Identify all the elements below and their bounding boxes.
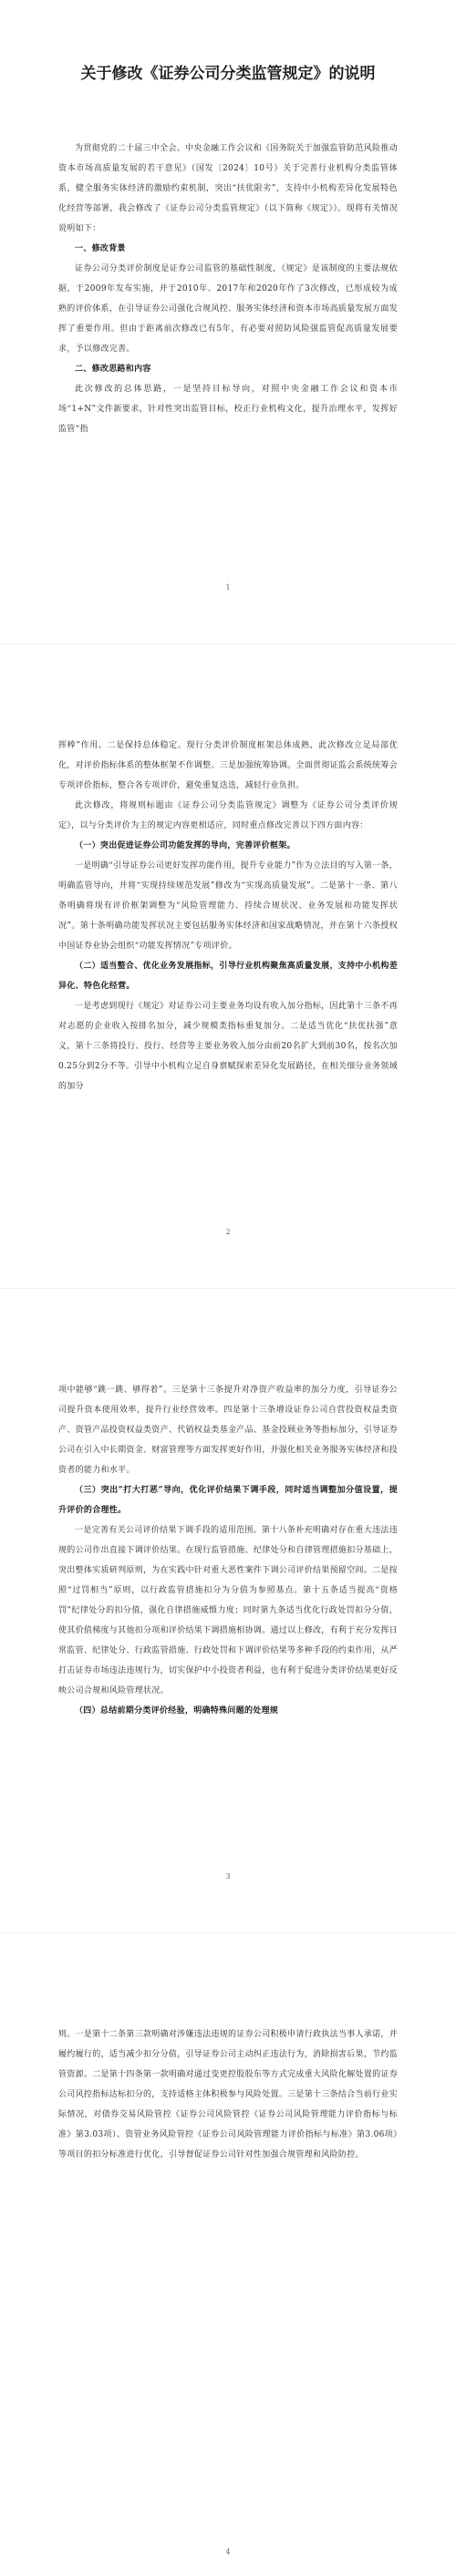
subsection-heading: （三）突出“打大打恶”导向，优化评价结果下调手段，同时适当调整加分值设置，提升评价的合理性。 [58, 1486, 398, 1515]
document-page-3 [0, 1289, 456, 1932]
page-3-content [58, 1380, 398, 1721]
document-page-1 [0, 0, 456, 644]
section-heading: 二、修改思路和内容 [75, 365, 151, 374]
paragraph: 挥棒”作用。二是保持总体稳定。现行分类评价制度框架总体成熟，此次修改立足局部优化，对评价指标体系的整体框架不作调整。三是加强统筹协调。全面贯彻证监会系统统筹会专项评价指标，整合各专项评价，避免重复迭迭，减轻行业负担。 [58, 741, 399, 790]
page-2-content [58, 736, 398, 1097]
subsection-heading: （四）总结前期分类评价经验，明确特殊问题的处理规 [75, 1706, 279, 1716]
page-number: 2 [225, 1228, 231, 1236]
document-title: 关于修改《证券公司分类监管规定》的说明 [80, 65, 376, 83]
paragraph: 则。一是第十二条第三款明确对涉嫌违法违规的证券公司积极申请行政执法当事人承诺，并履约履行的，适当减少扣分分值，引导证券公司主动纠正违法行为，消除损害后果，节约监管资源。二是第十四条第一款明确对通过变更控股股东等方式完成重大风险化解处置的证券公司风控指标达标扣分的，支持适格主体积极参与风险处置。三是第十三条结合当前行业实际情况，对债券交易风险管控《证券公司风险管控《证券公司风险管理能力评价指标与标准》第3.03项）、资管业务风险管控《证券公司风险管理能力评价指标与标准》第3.06项）等项目的扣分标准进行优化，引导督促证券公司针对性加强合规管理和风险防控。 [58, 2030, 399, 2159]
paragraph: 一是考虑到现行《规定》对证券公司主要业务均设有收入加分指标，因此第十三条不再对志愿的企业收入按排名加分，减少规模类指标重复加分。二是适当优化“扶优扶强”意义，第十三条将投行、投行、经营等主要业务收入加分由前20名扩大到前30名，按名次加0.25分到2分不等。引导中小机构立足自身禀赋探索差异化发展路径，在相关细分业务领域的加分 [58, 1002, 398, 1091]
subsection-heading: （二）适当整合、优化业务发展指标，引导行业机构聚焦高质量发展，支持中小机构差异化、特色化经营。 [58, 962, 398, 991]
paragraph: 证券公司分类评价制度是证券公司监管的基础性制度，《规定》是该制度的主要法规依据，于2009年发布实施，并于2010年、2017年和2020年作了3次修改，已形成较为成熟的评价体系，在引导证券公司强化合规风控、服务实体经济和资本市场高质量发展方面发挥了重要作用。但由于距离前次修改已有5年，有必要对照防风险强监管促高质量发展要求，予以修改完善。 [58, 264, 399, 354]
paragraph: 此次修改，将规则标题由《证券公司分类监管规定》调整为《证券公司分类评价规定》，以与分类评价为主的规定内容更相适应，同时重点修改完善以下四方面内容： [58, 801, 398, 830]
section-heading: 一、修改背景 [75, 244, 126, 253]
paragraph: 一是完善有关公司评价结果下调手段的适用范围。第十八条补充明确对存在重大违法违规的公司作出直接下调评价结果。在现行监管措施、纪律处分和自律管理措施扣分基础上，突出整体实质研判原则，为在实践中针对重大恶性案件下调公司评价结果预留空间。二是按照“过罚相当”原则，以行政监管措施扣分为分值为参照基点。第十五条适当提高“资格罚”纪律处分的扣分值，强化自律措施威慑力度；同时第九条适当优化行政处罚扣分分值，使其价值梯度与其他扣分项和评价结果下调措施相协调。通过以上修改，有利于充分发挥日常监管、纪律处分、行政监管措施、行政处罚和下调评价结果等多种手段的约束作用，从严打击证券市场违法违规行为，切实保护中小投资者利益，也有利于促进分类评价结果更好反映公司合规和风险管理状况。 [58, 1526, 399, 1695]
paragraph: 项中能够“跳一跳、够得着”。三是第十三条提升对净资产收益率的加分力度，引导证券公司提升资本使用效率，提升行业经营效率。四是第十三条增设证券公司自营投资权益类资产、资管产品投资权益类资产、代销权益类基金产品、基金投顾业务等指标加分，引导证券公司在引入中长期资金、财富管理等方面发挥更好作用，并强化相关业务服务实体经济和投资者的能力和水平。 [58, 1386, 399, 1475]
page-4-content [58, 2025, 398, 2165]
document-page-2 [0, 644, 456, 1288]
page-number: 1 [225, 583, 231, 592]
page-1-content [58, 139, 398, 439]
paragraph: 一是明确“引导证券公司更好发挥功能作用，提升专业能力”作为立法目的写入第一条，明确监管导向，并将“实现持续规范发展”修改为“实现高质量发展”。二是第十一条、第八条明确将现有评价框架调整为“风险管理能力、持续合规状况、业务发展和功能发挥状况”。第十条明确功能发挥状况主要包括服务实体经济和国家战略情况，并在第十六条授权中国证券业协会组织“功能发挥情况”专项评价。 [58, 861, 398, 951]
paragraph: 为贯彻党的二十届三中全会、中央金融工作会议和《国务院关于加强监管防范风险推动资本市场高质量发展的若干意见》（国发〔2024〕10号）关于完善行业机构分类监管体系，健全服务实体经济的激励约束机制，突出“扶优限劣”，支持中小机构差异化发展特色化经营等部署，我会修改了《证券公司分类监管规定》（以下简称《规定》）。现将有关情况说明如下： [58, 144, 398, 233]
page-number: 3 [225, 1872, 231, 1880]
subsection-heading: （一）突出促进证券公司功能发挥的导向，完善评价框架。 [75, 841, 295, 850]
document-page-4 [0, 1933, 456, 2576]
paragraph: 此次修改的总体思路，一是坚持目标导向，对照中央金融工作会议和资本市场“1+N”文件新要求，针对性突出监管目标，校正行业机构文化，提升治理水平，发挥好监管“指 [58, 385, 398, 434]
page-number: 4 [225, 2548, 231, 2556]
